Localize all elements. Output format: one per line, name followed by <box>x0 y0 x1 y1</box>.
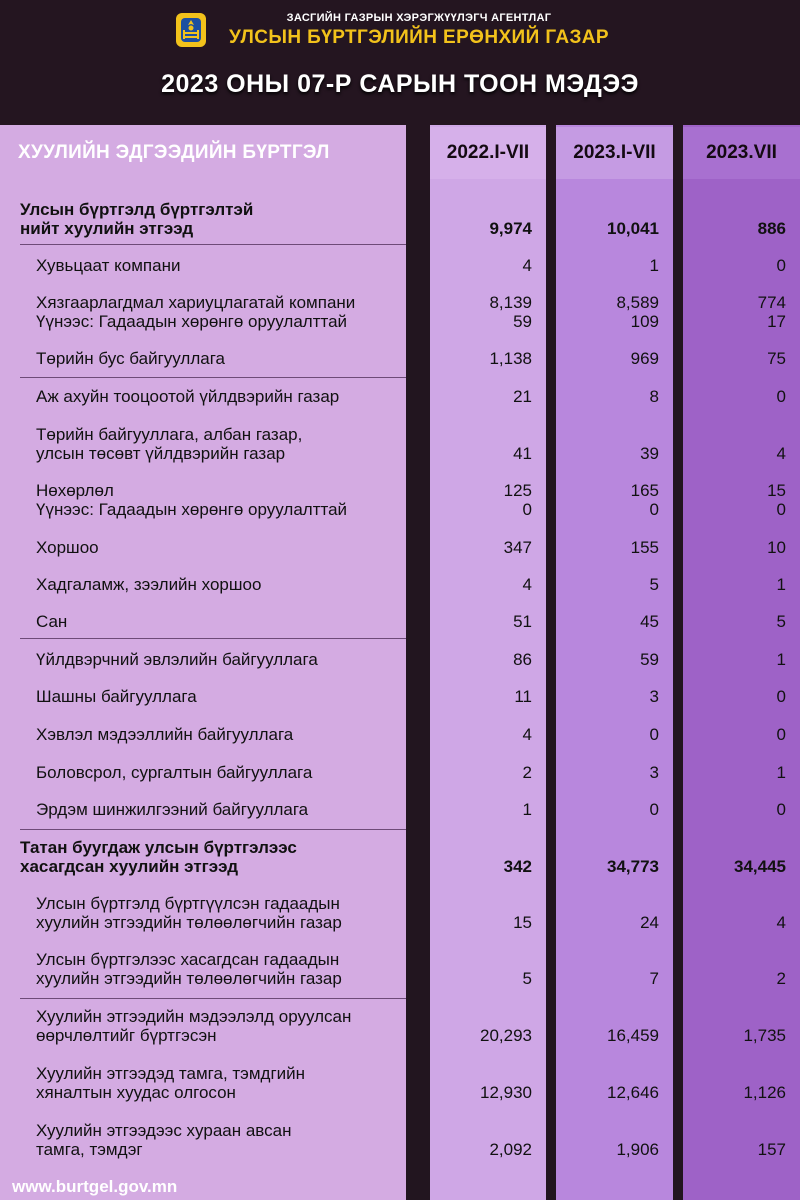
row-value: 5 <box>649 575 659 594</box>
table-label-header: ХУУЛИЙН ЭДГЭЭДИЙН БҮРТГЭЛ <box>18 142 330 163</box>
row-label <box>20 200 390 238</box>
row-value: 4 <box>522 575 532 594</box>
row-value: 16,459 <box>607 1026 659 1045</box>
row-label-line: Хадгаламж, зээлийн хоршоо <box>36 575 262 594</box>
row-label-line: хуулийн этгээдийн төлөөлөгчийн газар <box>36 969 342 988</box>
row-value: 8 <box>649 387 659 406</box>
row-value: 75 <box>767 349 786 368</box>
agency-subtitle: ЗАСГИЙН ГАЗРЫН ХЭРЭГЖҮҮЛЭГЧ АГЕНТЛАГ <box>286 12 552 24</box>
row-value <box>430 293 532 331</box>
value-sub: 109 <box>630 312 659 331</box>
row-label <box>36 894 406 932</box>
row-label <box>36 650 406 669</box>
value-main: 15 <box>767 481 786 500</box>
row-value: 1 <box>522 800 532 819</box>
row-value <box>556 293 659 331</box>
row-value: 7 <box>649 969 659 988</box>
row-label-line: Үйлдвэрчний эвлэлийн байгууллага <box>36 650 318 669</box>
row-label <box>36 612 406 631</box>
row-value: 0 <box>776 800 786 819</box>
value-sub: 0 <box>649 500 659 519</box>
row-value: 342 <box>503 857 532 876</box>
website-url: www.burtgel.gov.mn <box>12 1177 178 1196</box>
row-value: 11 <box>514 687 532 706</box>
row-value: 0 <box>649 725 659 744</box>
row-label-line: Эрдэм шинжилгээний байгууллага <box>36 800 309 819</box>
row-value: 34,445 <box>734 857 786 876</box>
soyombo-emblem-icon <box>172 10 210 50</box>
value-sub: 17 <box>767 312 786 331</box>
row-value: 86 <box>513 650 532 669</box>
row-value: 59 <box>640 650 659 669</box>
row-value: 0 <box>776 687 786 706</box>
row-label <box>36 425 406 463</box>
row-label-line: Үүнээс: Гадаадын хөрөнгө оруулалттай <box>36 312 348 331</box>
row-value <box>683 481 786 519</box>
row-value: 157 <box>757 1140 786 1159</box>
row-label-line: Төрийн байгууллага, албан газар, <box>36 425 303 444</box>
column-header: 2023.I-VII <box>556 127 673 179</box>
row-divider <box>20 829 406 830</box>
value-main: 8,139 <box>489 293 532 312</box>
row-value: 0 <box>776 387 786 406</box>
row-label-line: Төрийн бус байгууллага <box>36 349 225 368</box>
row-label-line: Сан <box>36 612 68 631</box>
row-label <box>36 1064 406 1102</box>
row-label-line: Шашны байгууллага <box>36 687 197 706</box>
row-label-line: Хоршоо <box>36 538 99 557</box>
row-value: 41 <box>513 444 532 463</box>
row-label <box>36 349 406 368</box>
row-value: 1 <box>649 256 659 275</box>
row-value: 347 <box>503 538 532 557</box>
row-value: 0 <box>776 256 786 275</box>
row-value: 1 <box>776 575 786 594</box>
row-divider <box>20 244 406 245</box>
row-value: 9,974 <box>489 219 532 238</box>
row-label-line: Хязгаарлагдмал хариуцлагатай компани <box>36 293 356 312</box>
value-main: 8,589 <box>616 293 659 312</box>
row-label <box>36 1007 406 1045</box>
row-value: 12,930 <box>480 1083 532 1102</box>
value-main: 774 <box>757 293 786 312</box>
row-label <box>36 950 406 988</box>
row-label <box>36 387 406 406</box>
column-header: 2022.I-VII <box>430 127 546 179</box>
row-label-line: өөрчлөлтийг бүртгэсэн <box>36 1026 217 1045</box>
row-value: 2 <box>776 969 786 988</box>
row-value: 1 <box>776 650 786 669</box>
row-value: 3 <box>649 763 659 782</box>
row-label-line: Хуулийн этгээдийн мэдээлэлд оруулсан <box>36 1007 352 1026</box>
row-divider <box>20 377 406 378</box>
row-label-line: улсын төсөвт үйлдвэрийн газар <box>36 444 286 463</box>
row-label-line: Аж ахуйн тооцоотой үйлдвэрийн газар <box>36 387 340 406</box>
row-divider <box>20 638 406 639</box>
row-label-line: хасагдсан хуулийн этгээд <box>20 857 239 876</box>
row-value <box>556 481 659 519</box>
row-label <box>36 256 406 275</box>
row-value: 5 <box>776 612 786 631</box>
value-sub: 0 <box>522 500 532 519</box>
row-label <box>36 538 406 557</box>
row-value: 24 <box>640 913 659 932</box>
row-label-line: Үүнээс: Гадаадын хөрөнгө оруулалттай <box>36 500 348 519</box>
row-label-line: Улсын бүртгэлд бүртгэлтэй <box>20 200 254 219</box>
row-divider <box>20 998 406 999</box>
row-value: 2,092 <box>489 1140 532 1159</box>
row-value: 34,773 <box>607 857 659 876</box>
row-value: 39 <box>640 444 659 463</box>
page-title: 2023 ОНЫ 07-Р САРЫН ТООН МЭДЭЭ <box>161 70 639 98</box>
value-main: 165 <box>630 481 659 500</box>
row-value <box>430 481 532 519</box>
row-label-line: хуулийн этгээдийн төлөөлөгчийн газар <box>36 913 342 932</box>
row-label <box>36 687 406 706</box>
row-label <box>36 725 406 744</box>
row-label-line: Нөхөрлөл <box>36 481 114 500</box>
row-value: 0 <box>649 800 659 819</box>
row-label <box>36 293 406 331</box>
header <box>0 0 800 125</box>
row-value: 45 <box>640 612 659 631</box>
row-value: 4 <box>522 725 532 744</box>
row-value: 4 <box>776 444 786 463</box>
row-label-line: хяналтын хуудас олгосон <box>36 1083 236 1102</box>
row-label-line: Татан буугдаж улсын бүртгэлээс <box>20 838 297 857</box>
row-label-line: тамга, тэмдэг <box>36 1140 143 1159</box>
row-label <box>36 481 406 519</box>
row-label <box>20 838 390 876</box>
row-value: 10,041 <box>607 219 659 238</box>
row-label-line: Хуулийн этгээдээс хураан авсан <box>36 1121 292 1140</box>
column-header: 2023.VII <box>683 127 800 179</box>
row-value <box>683 293 786 331</box>
row-value: 15 <box>513 913 532 932</box>
row-label-line: нийт хуулийн этгээд <box>20 219 194 238</box>
row-label <box>36 763 406 782</box>
row-value: 1 <box>776 763 786 782</box>
row-value: 4 <box>776 913 786 932</box>
row-label-line: Улсын бүртгэлээс хасагдсан гадаадын <box>36 950 340 969</box>
row-value: 1,138 <box>489 349 532 368</box>
value-sub: 59 <box>513 312 532 331</box>
row-value: 21 <box>513 387 532 406</box>
row-value: 51 <box>513 612 532 631</box>
row-value: 969 <box>630 349 659 368</box>
value-sub: 0 <box>776 500 786 519</box>
row-value: 3 <box>649 687 659 706</box>
value-main: 125 <box>503 481 532 500</box>
row-label-line: Боловсрол, сургалтын байгууллага <box>36 763 313 782</box>
row-value: 20,293 <box>480 1026 532 1045</box>
row-value: 155 <box>630 538 659 557</box>
row-label-line: Улсын бүртгэлд бүртгүүлсэн гадаадын <box>36 894 340 913</box>
agency-name: УЛСЫН БҮРТГЭЛИЙН ЕРӨНХИЙ ГАЗАР <box>229 27 609 48</box>
row-label-line: Хувьцаат компани <box>36 256 181 275</box>
row-label <box>36 1121 406 1159</box>
row-label-line: Хэвлэл мэдээллийн байгууллага <box>36 725 294 744</box>
row-value: 1,735 <box>743 1026 786 1045</box>
row-label-line: Хуулийн этгээдэд тамга, тэмдгийн <box>36 1064 306 1083</box>
row-value: 886 <box>757 219 786 238</box>
row-label <box>36 800 406 819</box>
row-value: 5 <box>522 969 532 988</box>
row-value: 1,126 <box>743 1083 786 1102</box>
row-value: 4 <box>522 256 532 275</box>
row-value: 10 <box>767 538 786 557</box>
row-value: 0 <box>776 725 786 744</box>
row-value: 12,646 <box>607 1083 659 1102</box>
row-label <box>36 575 406 594</box>
row-value: 1,906 <box>616 1140 659 1159</box>
row-value: 2 <box>522 763 532 782</box>
